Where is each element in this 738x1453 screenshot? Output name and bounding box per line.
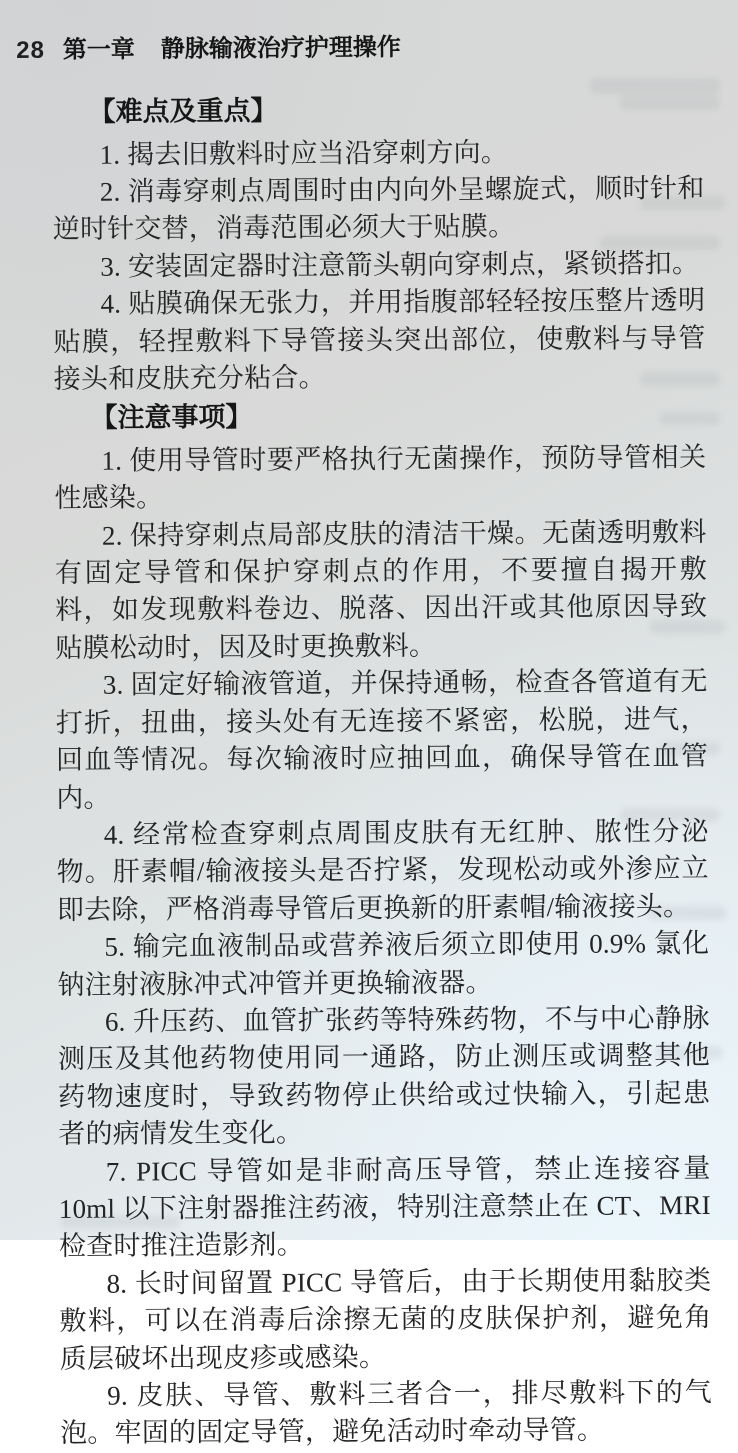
list-item: 3. 固定好输液管道，并保持通畅，检查各管道有无打折，扭曲，接头处有无连接不紧密，松脱，进气，回血等情况。每次输液时应抽回血，确保导管在血管内。 <box>55 666 709 813</box>
list-item: 1. 使用导管时要严格执行无菌操作，预防导管相关性感染。 <box>54 441 707 514</box>
key-points-list <box>52 133 706 399</box>
page-number: 28 <box>16 36 45 64</box>
section-heading-key-points: 【难点及重点】 <box>88 95 278 127</box>
list-item: 5. 输完血液制品或营养液后须立即使用 0.9% 氯化钠注射液脉冲式冲管并更换输液器。 <box>57 928 710 1000</box>
list-item: 4. 经常检查穿刺点周围皮肤有无红肿、脓性分泌物。肝素帽/输液接头是否拧紧，发现松动或外渗应立即去除，严格消毒导管后更换新的肝素帽/输液接头。 <box>56 815 709 925</box>
page-body <box>52 90 712 1453</box>
list-item: 2. 消毒穿刺点周围时由内向外呈螺旋式，顺时针和逆时针交替，消毒范围必须大于贴膜。 <box>52 172 705 245</box>
list-item: 9. 皮肤、导管、敷料三者合一，排尽敷料下的气泡。牢固的固定导管，避免活动时牵动导管。 <box>60 1376 713 1449</box>
section-heading-precautions: 【注意事项】 <box>90 402 253 434</box>
list-item: 6. 升压药、血管扩张药等特殊药物，不与中心静脉测压及其他药物使用同一通路，防止测压或调整其他药物速度时，导致药物停止供给或过快输入，引起患者的病情发生变化。 <box>57 1002 711 1150</box>
list-item: 4. 贴膜确保无张力，并用指腹部轻轻按压整片透明贴膜，轻捏敷料下导管接头突出部位，使敷料与导管接头和皮肤充分粘合。 <box>53 285 706 394</box>
running-header <box>16 27 401 65</box>
chapter-label: 第一章 <box>62 36 135 64</box>
list-item: 7. PICC 导管如是非耐高压导管，禁止连接容量 10ml 以下注射器推注药液，特别注意禁止在 CT、MRI 检查时推注造影剂。 <box>58 1152 711 1262</box>
section-key-points <box>52 90 706 398</box>
list-item: 2. 保持穿刺点局部皮肤的清洁干燥。无菌透明敷料有固定导管和保护穿刺点的作用，不要擅自揭开敷料，如发现敷料卷边、脱落、因出汗或其他原因导致贴膜松动时，因及时更换敷料。 <box>54 516 708 663</box>
list-item: 1. 揭去旧敷料时应当沿穿刺方向。 <box>99 136 509 170</box>
list-item: 3. 安装固定器时注意箭头朝向穿刺点，紧锁搭扣。 <box>100 247 700 282</box>
chapter-title: 静脉输液治疗护理操作 <box>160 33 401 63</box>
list-item: 8. 长时间留置 PICC 导管后，由于长期使用黏胶类敷料，可以在消毒后涂擦无菌的皮肤保护剂，避免角质层破坏出现皮疹或感染。 <box>59 1264 712 1374</box>
section-precautions <box>54 396 712 1452</box>
precautions-list <box>54 439 712 1453</box>
